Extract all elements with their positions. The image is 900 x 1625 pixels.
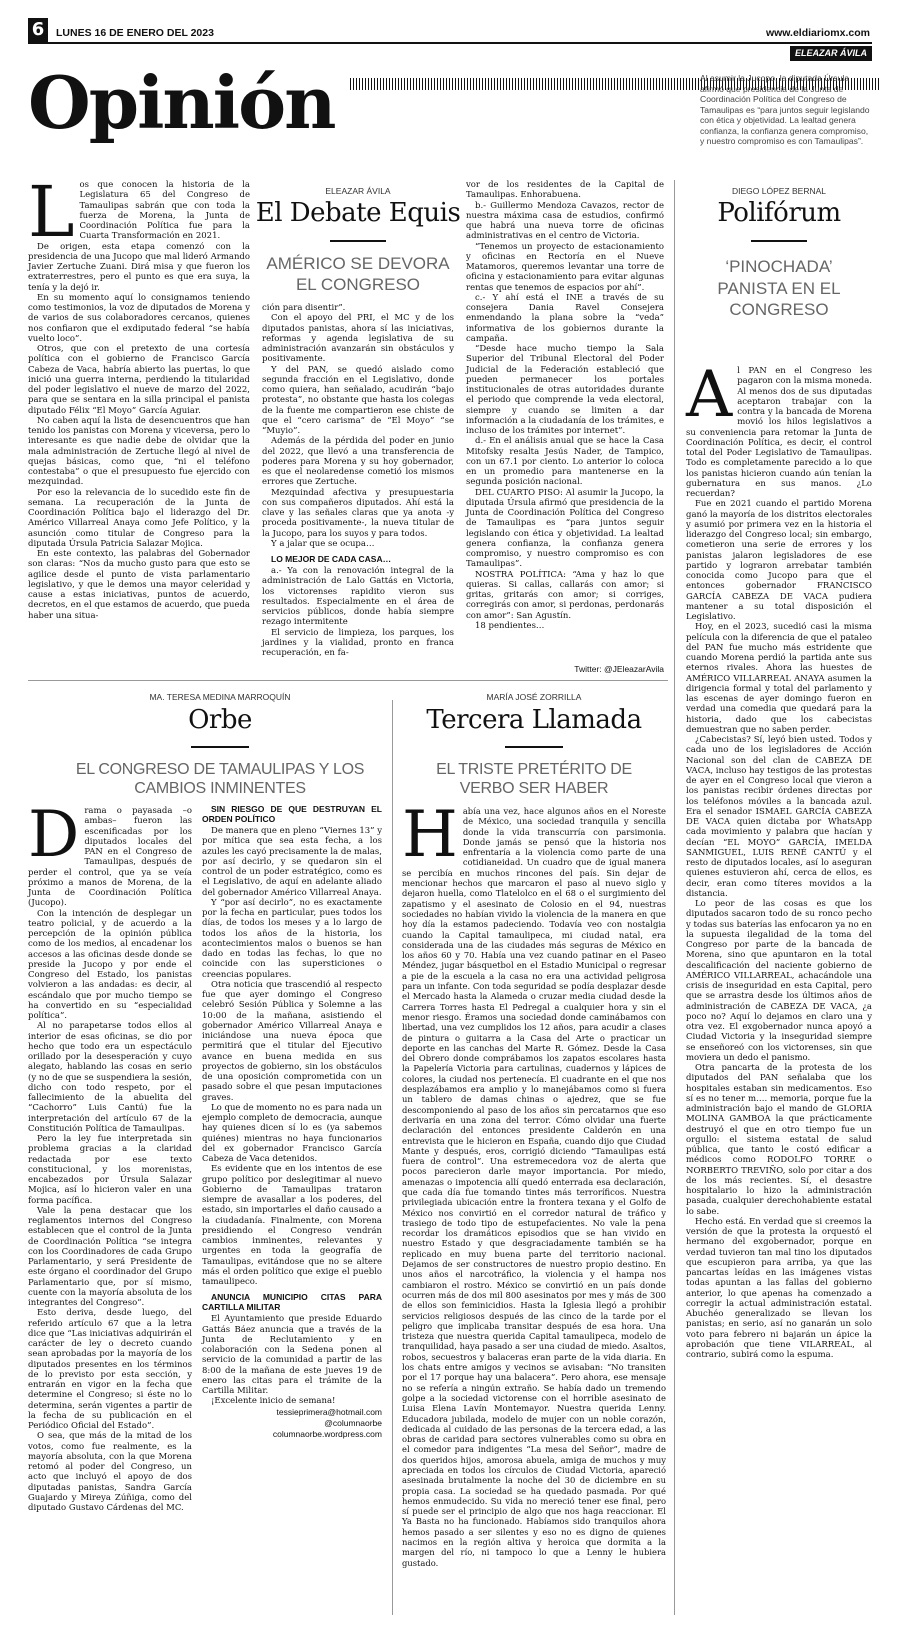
- pull-quote: Al asumir la Jucopo, la diputada Úrsula afirmó que presidencia de la Junta de Coordinación Política del Congreso de Tamaulipas es “para juntos seguir legislando con ética y objetividad. La lealtad genera confianza, la confianza genera compromiso, y nuestro compromiso es con Tamaulipas”.: [700, 73, 870, 146]
- author-blog-link[interactable]: columnaorbe.wordpress.com: [272, 1428, 382, 1439]
- paragraph: c.- Y ahí está el INE a través de su consejera Dania Ravel Consejera enmendando la plana sobre la “veda” informativa de los gobiernos durante la campaña.: [466, 292, 664, 344]
- paragraph: Es evidente que en los intentos de ese grupo político por deslegitimar al nuevo Gobierno de Tamaulipas trataron siempre de avasallar a los poderes, del estado, sin importarles el daño causado a la ciudadanía. Finalmente, con Morena presidiendo el Congreso vendrán cambios inminentes, relevantes y urgentes en toda la geografía de Tamaulipas, evitándose que no se altere más el orden político que exige el pueblo tamaulipeco.: [202, 1164, 382, 1287]
- column-byline: ELEAZAR ÁVILA: [325, 186, 391, 196]
- paragraph: Además de la pérdida del poder en junio del 2022, que llevó a una transferencia de poderes para Morena y su hoy gobernador, es que el neolaredense cometió los mismos errores que Zertuche.: [262, 436, 454, 488]
- column-byline: MA. TERESA MEDINA MARROQUÍN: [149, 692, 291, 702]
- column-eleazar-part2: [262, 303, 454, 658]
- paragraph: d.- En el análisis anual que se hace la Casa Mitofsky resalta Jesús Nader, de Tampico, con un 67.1 por ciento. Lo anterior lo coloca en un promedio para mantenerse en la segunda posición nacional.: [466, 436, 664, 488]
- paragraph: vor de los residentes de la Capital de Tamaulipas. Enhorabuena.: [466, 180, 664, 201]
- section-heading: SIN RIESGO DE QUE DESTRUYAN EL ORDEN POLÍTICO: [202, 804, 382, 824]
- paragraph: “Tenemos un proyecto de estacionamiento y oficinas en Rectoría en el Nueve Matamoros, queremos levantar una torre de oficina y estacionamiento para evitar algunas rentas que tenemos de espacios por ahí”.: [466, 241, 664, 293]
- column-divider: [674, 180, 675, 1615]
- paragraph: Mezquindad afectiva y presupuestaria con sus compañeros diputados. Ahí está la clave y las señales claras que ya anota -y proceda positivamente-, la nueva titular de la Jucopo, para los suyos y para todos.: [262, 487, 454, 539]
- paragraph: El Ayuntamiento que preside Eduardo Gattás Báez anuncia que a través de la Junta de Reclutamiento y en colaboración con la Sedena ponen al servicio de la comunidad a partir de las 8:00 de la mañana de este jueves 19 de enero las citas para el trámite de la Cartilla Militar.: [202, 1314, 382, 1396]
- paragraph: O sea, que más de la mitad de los votos, como fue realmente, es la mayoría absoluta, con la que Morena retomó al poder del Congreso, un acto que incluyó el apoyo de dos diputadas panistas, Sandra García Guajardo y Mireya Zúñiga, como del diputado Gustavo Cárdenas del MC.: [28, 1431, 192, 1513]
- column-divider: [392, 700, 393, 1615]
- column-subhead: EL TRISTE PRETÉRITO DE VERBO SER HABER: [436, 761, 632, 797]
- paragraph: Con la intención de desplegar un teatro policial, y de acuerdo a la percepción de la opinión pública como de los medios, al encadenar los accesos a las oficinas desde donde se preside la Jucopo y por ende el Congreso del Estado, los panistas volvieron a las andadas: es decir, al escándalo que por mucho tiempo se ha convertido en su “especialidad política”.: [28, 908, 192, 1021]
- paragraph: Y del PAN, se quedó aislado como segunda fracción en el Legislativo, donde como quiera, han señalado, acudirán “bajo protesta”, no obstante que hasta los colegas de la fuente me compartieron ese chiste de que el “cero carisma” de “El Moyo” “se “Muyio”.: [262, 364, 454, 436]
- column-orbe-part2: [202, 804, 382, 1440]
- section-heading: ANUNCIA MUNICIPIO CITAS PARA CARTILLA MILITAR: [202, 1292, 382, 1313]
- paragraph: Otra pancarta de la protesta de los diputados del PAN señalaba que los hospitales estaban sin medicamentos. Eso sí es no tener m…. memoria, porque fue la administración bajo el mando de GLORIA MOLINA GAMBOA la que prácticamente destruyó el que en otro tiempo fue un orgullo: el sistema estatal de salud pública, que tanto le costó edificar a médicos como RODOLFO TORRE o NORBERTO TREVIÑO, solo por citar a dos de los más recientes. Sí, el desastre hospitalario lo hizo la administración pasada, cualquier derechohabiente estatal lo sabe.: [686, 1063, 872, 1217]
- issue-date: LUNES 16 DE ENERO DEL 2023: [56, 27, 214, 39]
- title-rule: [330, 240, 386, 242]
- paragraph: l PAN en el Congreso les pagaron con la misma moneda. Al menos dos de sus diputadas aceptaron trabajar con la contra y la bancada de Morena movió los hilos legislativos a su conveniencia para retomar la Junta de Coordinación Política, es decir, el control total del Poder Legislativo de Tamaulipas. Todo es completamente parecido a lo que los panistas hicieron cuando aún tenían la gubernatura en sus manos. ¿Lo recuerdan?: [686, 366, 872, 499]
- paragraph: En su momento aquí lo consignamos teniendo como testimonios, la voz de diputados de Morena y de varios de sus colaboradores cercanos, quienes nos confiaron que el exdiputado federal “se había vuelto loco”.: [28, 292, 250, 344]
- paragraph: Pero la ley fue interpretada sin problema gracias a la claridad redactada por ese texto constitucional, y los morenistas, encabezados por Úrsula Salazar Mojica, así lo hicieron valer en una forma pacífica.: [28, 1134, 192, 1206]
- drop-cap: A: [686, 358, 733, 432]
- twitter-handle[interactable]: Twitter: @JEleazarAvila: [574, 664, 664, 674]
- section-title: Opinión: [28, 60, 335, 145]
- title-rule: [751, 240, 807, 242]
- site-url-link[interactable]: www.eldiariomx.com: [765, 27, 870, 39]
- column-subhead: AMÉRICO SE DEVORA EL CONGRESO: [266, 254, 450, 294]
- paragraph: a.- Ya con la renovación integral de la administración de Lalo Gattás en Victoria, los victorenses rapidito vieron sus resultados. Especialmente en el área de servicios públicos, donde había siempre rezago intermitente: [262, 566, 454, 628]
- author-twitter[interactable]: @columnaorbe: [324, 1417, 382, 1428]
- drop-cap: D: [28, 798, 80, 872]
- header-rule: [28, 42, 872, 44]
- column-eleazar-part1: [28, 171, 250, 621]
- paragraph: Lo que de momento no es para nada un ejemplo completo de democracia, aunque hay quienes dicen sí lo es (ya sabemos quiénes) mientras no haya funcionarios del ex gobernador Francisco García Cabeza de Vaca detenidos.: [202, 1102, 382, 1164]
- paragraph: ¿Cabecistas? Sí, leyó bien usted. Todos y cada uno de los legisladores de Acción Nacional son del clan de CABEZA DE VACA, incluso hay testigos de las protestas de ayer en el Congreso local que vieron a los panistas recibir órdenes directas por los teléfonos móviles a la bancada azul. Era el senador ISMAEL GARCÍA CABEZA DE VACA quien dictaba por WhatsApp cada movimiento y palabra que hacían y decían “EL MOYO” GARCÍA, IMELDA SANMIGUEL, LUIS RENÉ CANTÚ y el resto de diputados locales, así lo aseguran quienes estuvieron ahí, cerca de ellos, es decir, eran como títeres movidos a la distancia.: [686, 735, 872, 899]
- paragraph: b.- Guillermo Mendoza Cavazos, rector de nuestra máxima casa de estudios, confirmó que habrá una nueva torre de oficinas administrativas en el centro de Victoria.: [466, 200, 664, 242]
- paragraph: Otra noticia que trascendió al respecto fue que ayer domingo el Congreso celebró Sesión Pública y Solemne a las 10:00 de la mañana, asistiendo el gobernador Américo Villarreal Anaya e iniciándose una nueva época que permitirá que el titular del Ejecutivo avance en buena medida en sus proyectos de gobierno, sin los obstáculos de una oposición comprometida con un pasado sobre el que pesan imputaciones graves.: [202, 979, 382, 1103]
- paragraph: NOSTRA POLÍTICA: “Ama y haz lo que quieras. Si callas, callarás con amor; si gritas, gritarás con amor; si corriges, corregirás con amor, si perdonas, perdonarás con amor”: San Agustín.: [466, 569, 664, 621]
- paragraph: De origen, esta etapa comenzó con la presidencia de una Jucopo que mal lideró Armando Javier Zertuche Zuani. Dirá misa y que fueron los extraterrestres, pero el punto es que era suya, la tenía y la dejó ir.: [28, 241, 250, 293]
- column-eleazar-part3: [466, 180, 664, 631]
- column-byline: MARÍA JOSÉ ZORRILLA: [486, 692, 582, 702]
- paragraph: Lo peor de las cosas es que los diputados sacaron todo de su ronco pecho y todas sus baterías las enfocaron ya no en la supuesta ilegalidad de la toma del Congreso por parte de la bancada de Morena, sino que apuntaron en la total descalificación del naciente gobierno de AMÉRICO VILLARREAL, achacándole una crisis de inseguridad en esta Capital, pero que se arrastra desde los últimos años de administración de CABEZA DE VACA, ¿a poco no? Aquí lo dejamos en claro una y otra vez. El exgobernador nunca apoyó a Ciudad Victoria y la inseguridad siempre se enseñoreó con los victorenses, sin que moviera un dedo el panismo.: [686, 899, 872, 1063]
- paragraph: 18 pendientes…: [475, 620, 545, 631]
- paragraph: rama o payasada –o ambas– fueron las escenificadas por los diputados locales del PAN en el Congreso de Tamaulipas, después de perder el control, que ya se veía próximo a manos de Morena, de la Junta de Coordinación Política (Jucopo).: [28, 806, 192, 909]
- column-subhead: ‘PINOCHADA’ PANISTA EN EL CONGRESO: [717, 257, 841, 319]
- section-divider: [28, 680, 668, 681]
- paragraph: Hoy, en el 2023, sucedió casi la misma película con la diferencia de que el pataleo del PAN fue mucho más estridente que cuando Morena perdió la partida ante sus eternos rivales. Ahora las huestes de AMÉRICO VILLARREAL ANAYA asumen la dirigencia formal y total del parlamento y las escenas de ayer domingo fueron en verdad una comedia que quedará para la historia, dado que los cabecistas demuestran que no saben perder.: [686, 622, 872, 735]
- drop-cap: H: [402, 798, 458, 872]
- pull-quote-author-tag: ELEAZAR ÁVILA: [790, 46, 872, 61]
- paragraph: En este contexto, las palabras del Gobernador son claras: “Nos da mucho gusto para que esto se agilice desde el punto de vista parlamentario legislativo, y que le demos una mayor celeridad y cause a estas iniciativas, puntos de acuerdo, decretos, en el que estamos de acuerdo, que pueda haber una situa-: [28, 549, 250, 621]
- paragraph: ción para disentir”.: [262, 303, 346, 313]
- paragraph: Hecho está. En verdad que si creemos la versión de que la protesta la orquestó el hermano del exgobernador, porque en verdad tuvieron tan mal tino los diputados que escupieron para arriba, ya que las pancartas leídas en las imágenes vistas todas apuntan a las fallas del gobierno anterior, lo que apenas ha comenzado a corregir la actual administración estatal. Abuchéo generalizado se llevan los panistas; en serio, así no ganarán un solo voto para febrero ni bajarán un ápice la aprobación que tiene VILARREAL, al contrario, subirá como la espuma.: [686, 1216, 872, 1360]
- paragraph: No caben aquí la lista de desencuentros que han tenido los panistas con Morena y viceversa, pero lo interesante es que nadie debe de olvidar que la mala administración de Zertuche llegó al nivel de quejas básicas, como que, “ni el teléfono contestaba” o que el presupuesto fue ejercido con mezquindad.: [28, 415, 250, 488]
- paragraph: os que conocen la historia de la Legislatura 65 del Congreso de Tamaulipas sabrán que con toda la fuerza de Morena, la Junta de Coordinación Política fue para la Cuarta Transformación en 2021.: [79, 180, 250, 242]
- paragraph: Y a jalar que se ocupa…: [271, 538, 375, 549]
- paragraph: abía una vez, hace algunos años en el Noreste de México, una sociedad tranquila y sencilla donde la vida transcurría con parsimonia. Donde jamás se pensó que la historia nos enfrentaría a la violencia como parte de una cotidianeidad. Un cuadro que de igual manera se percibía en muchos rincones del país. Sin dejar de mencionar hechos que marcaron el paso al nuevo siglo y dejaron huella, como Tlatelolco en el 68 o el surgimiento del zapatismo y el asesinato de Colosio en el 94, nuestras sociedades no habían vivido la violencia de la manera en que hoy día la estamos padeciendo. Todavía veo con nostalgia cuando la Capital tamaulipeca, mi ciudad natal, era considerada una de las ciudades más seguras de México en los años 60 y 70. Había una vez cuando patinar en el Paseo Méndez, jugar básquetbol en el Estadio Municipal o regresar a pie de la escuela a la casa no era una actividad peligrosa para un infante. Con toda seguridad se podía desplazar desde el Mercado hasta la Alameda o cruzar media ciudad desde la Carrera Torres hasta El Pedregal a cualquier hora y sin el menor riesgo. Éramos una sociedad donde caminábamos con libertad, una vez cumplidos los 12 años, para acudir a clases de pintura o guitarra a la Casa del Arte o practicar un deporte en las canchas del Marte R. Gómez. Desde la Casa del Obrero donde comprábamos los zapatos escolares hasta la Papelería Victoria para cartulinas, cuadernos y lápices de colores, la ciudad nos pertenecía. El cuadrante en el que nos desplazábamos era amplio y lo manejábamos como si fuera un tablero de damas chinas o ajedrez, que se fue descomponiendo al paso de los años sin percatarnos que eso derivaría en una zona del terror. Cómo olvidar una fuerte declaración del entonces presidente Calderón en una entrevista que le hicieron en España, cuando dijo que Ciudad Mante y después, eros, corrigió diciendo “Tamaulipas está fuera de control”. Una estremecedora voz de alerta que pocos parecieron darle mayor importancia. Por miedo, amenazas o impotencia allí quedó enterrada esa declaración, que cada día fue tomando tintes más terroríficos. Nuestra privilegiada ubicación entre la frontera texana y el Golfo de México nos convirtió en el corredor natural de tráfico y trasiego de todo tipo de estupefacientes. No vale la pena recordar los dramáticos episodios que se han vivido en nuestro Estado y que desgraciadamente también se ha replicado en muy buena parte del territorio nacional. Dejamos de ser constructores de nuestro propio destino. En unos años el narcotráfico, la violencia y el hampa nos cambiaron el rostro. México se convirtió en un país donde ocurren más de dos mil 800 asesinatos por mes y más de 300 de ellos son feminicidios. Hasta la Iglesia llegó a prohibir servicios religiosos después de las cinco de la tarde por el peligro que implicaba transitar después de esa hora. Una tristeza que nuestra querida Capital tamaulipeca, modelo de tranquilidad, haya pasado a ser una ciudad de miedo. Asaltos, robos, secuestros y balaceras eran parte de la vida diaria. En los chats entre amigos y vecinos se avisaban: “No transiten por el 17 porque hay una balacera”. Pero ahora, ese mensaje no se refería a ningún extraño. Se había dado un tremendo golpe a la sociedad victorense con el horrible asesinato de Luisa Elena Lavín Montemayor. Nuestra querida Lenny. Educadora jubilada, modelo de mujer con un noble corazón, dedicada al cuidado de las personas de la tercera edad, a las obras de caridad para sectores vulnerables como su obra en el comedor para indigentes “La mesa del Señor”, madre de dos queridos hijos, amorosa abuela, amiga de muchos y muy apreciada en todos los círculos de Ciudad Victoria, apareció asesinada brutalmente la noche del 30 de diciembre en su propia casa. La sociedad se ha quedado pasmada. Por qué hemos enmudecido. Su vida no mereció tener ese final, pero sí puede ser el principio de algo que nos haga reaccionar. El Ya Basta no ha funcionado. Habíamos sido tranquilos ahora hemos pasado a ser silentes y eso no es digno de quienes nacimos en la región altiva y heroica que dormita a la margen del río, ni tampoco lo que a Lenny le hubiera gustado.: [402, 806, 666, 1568]
- paragraph: Y “por así decirlo”, no es exactamente por la fecha en particular, pues todos los días, de todos los meses y a lo largo de todos los años de la historia, los acontecimientos malos o buenos se han dado en todas las fechas, lo que no coincide con las supersticiones o creencias populares.: [202, 897, 382, 980]
- column-tercera-llamada: [402, 798, 666, 1568]
- column-title: El Debate Equis: [255, 198, 461, 228]
- title-rule: [505, 746, 563, 748]
- column-subhead: EL CONGRESO DE TAMAULIPAS Y LOS CAMBIOS INMINENTES: [75, 761, 365, 797]
- paragraph: ¡Excelente inicio de semana!: [211, 1396, 336, 1407]
- paragraph: Con el apoyo del PRI, el MC y de los diputados panistas, ahora sí las iniciativas, reformas y agenda legislativa de su administración avanzarán sin obstáculos y positivamente.: [262, 313, 454, 365]
- paragraph: “Desde hace mucho tiempo la Sala Superior del Tribunal Electoral del Poder Judicial de la Federación estableció que pueden permanecer los portales institucionales de otras autoridades durante el periodo que comprende la veda electoral, siempre y cuando se limiten a dar información a la ciudadanía de los trámites, e incluso de los trámites por internet”.: [466, 344, 664, 436]
- paragraph: De manera que en pleno “Viernes 13” y por mítica que sea esta fecha, a los azules les cayó precisamente la de malas, por así decirlo, y se quedaron sin el control de un poder estratégico, como es el Legislativo, de aquí en adelante aliado del gobernador Américo Villarreal Anaya.: [202, 826, 382, 898]
- drop-cap: L: [28, 171, 75, 253]
- column-orbe-part1: [28, 798, 192, 1513]
- paragraph: Al no parapetarse todos ellos al interior de esas oficinas, se dio por hecho que todo era un espectáculo orillado por la desesperación y cuyo alegato, hablando las cosas en serio (y no de que se suspendiera la sesión, dicho con todo respeto, por el fallecimiento de la abuelita del “Cachorro” Luis Cantú) fue la interpretación del artículo 67 de la Constitución Política de Tamaulipas.: [28, 1021, 192, 1134]
- title-rule: [191, 746, 249, 748]
- paragraph: Esto deriva, desde luego, del referido artículo 67 que a la letra dice que “Las iniciativas adquirirán el carácter de ley o decreto cuando sean aprobadas por la mayoría de los diputados presentes en los términos de lo previsto por esta sección, y entrarán en vigor en la fecha que determine el Congreso; si éste no lo determina, serán vigentes a partir de la fecha de su publicación en el Periódico Oficial del Estado”.: [28, 1308, 192, 1431]
- paragraph: Vale la pena destacar que los reglamentos internos del Congreso establecen que el control de la Junta de Coordinación Política “se integra con los Coordinadores de cada Grupo Parlamentario, y será Presidente de este órgano el coordinador del Grupo Parlamentario que, por sí mismo, cuente con la mayoría absoluta de los integrantes del Congreso”.: [28, 1205, 192, 1308]
- paragraph: El servicio de limpieza, los parques, los jardines y la vialidad, pronto en franca recuperación, en fa-: [262, 627, 454, 658]
- page-number: 6: [28, 18, 48, 42]
- column-byline: DIEGO LÓPEZ BERNAL: [732, 186, 826, 196]
- author-email[interactable]: tessieprimera@hotmail.com: [276, 1406, 382, 1417]
- column-title: Tercera Llamada: [426, 705, 642, 735]
- paragraph: Fue en 2021 cuando el partido Morena ganó la mayoría de los distritos electorales y asumió por primera vez en la historia el liderazgo del Congreso local; sin embargo, cometieron una serie de errores y los panistas jalaron legisladores de ese partido y lograron arrebatar también conocida como Jucopo para que el entonces gobernador FRANCISCO GARCÍA CABEZA DE VACA pudiera mantener a su total disposición el Legislativo.: [686, 499, 872, 622]
- section-heading: LO MEJOR DE CADA CASA…: [271, 554, 392, 564]
- paragraph: Otros, que con el pretexto de una cortesía política con el gobierno de Francisco García Cabeza de Vaca, habría abierto las puertas, lo que inició una guerra interna, perdiendo la titularidad del poder legislativo el nueve de marzo del 2022, para que se sentara en la silla principal el panista diputado Félix “El Moyo” García Aguiar.: [28, 344, 250, 416]
- column-poliforum: [686, 358, 872, 1360]
- column-title: Polifórum: [717, 198, 841, 228]
- paragraph: DEL CUARTO PISO: Al asumir la Jucopo, la diputada Úrsula afirmó que presidencia de la Junta de Coordinación Política del Congreso de Tamaulipas es “para juntos seguir legislando con ética y objetividad. La lealtad genera confianza, la confianza genera compromiso, y nuestro compromiso es con Tamaulipas”.: [466, 487, 664, 570]
- column-title: Orbe: [188, 705, 252, 735]
- paragraph: Por eso la relevancia de lo sucedido este fin de semana. La recuperación de la Junta de Coordinación Política bajo el liderazgo del Dr. Américo Villarreal Anaya como Jefe Político, y la asunción como titular de Congreso para la diputada Úrsula Patricia Salazar Mojica.: [28, 487, 250, 549]
